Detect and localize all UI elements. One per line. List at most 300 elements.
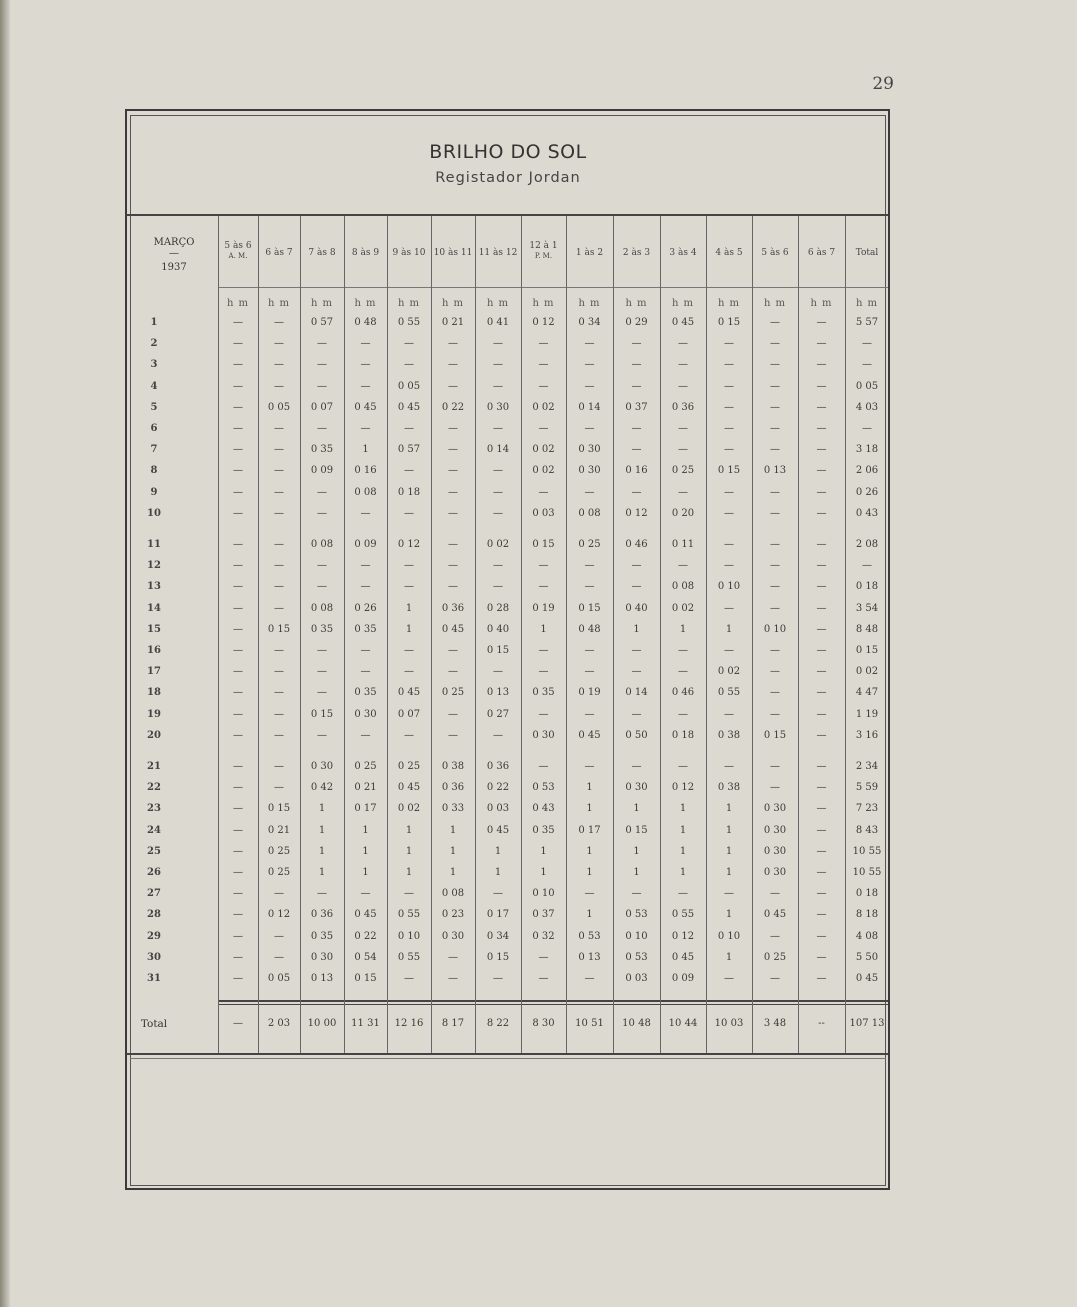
table-cell: 0 30 — [354, 708, 377, 720]
table-cell: — — [724, 401, 734, 413]
table-cell: — — [233, 708, 243, 720]
table-cell: — — [584, 973, 595, 984]
table-cell: 0 22 — [441, 401, 465, 413]
table-cell: 1 — [362, 824, 369, 836]
table-cell: 1 — [540, 623, 547, 635]
table-cell: 0 13 — [486, 687, 510, 699]
table-cell: 0 17 — [578, 824, 601, 836]
table-cell: — — [233, 338, 243, 350]
table-cell: — — [274, 888, 284, 900]
table-cell: 0 05 — [397, 380, 421, 392]
table-cell: 0 25 — [441, 687, 465, 699]
table-cell: 0 25 — [267, 867, 291, 878]
table-cell: — — [448, 973, 458, 984]
unit-label-h-m: h m — [441, 298, 465, 309]
table-cell: 0 28 — [486, 602, 510, 614]
column-header-label: 6 às 7 — [807, 248, 836, 258]
table-cell: — — [233, 486, 243, 498]
table-cell: 0 02 — [486, 539, 510, 550]
day-number: 1 — [150, 317, 158, 328]
table-cell: 0 17 — [354, 803, 377, 815]
column-header-label: 5 às 6 — [761, 248, 789, 258]
table-cell: — — [584, 761, 595, 772]
table-cell: — — [233, 973, 243, 984]
unit-label-h-m: h m — [578, 298, 601, 309]
table-cell: — — [360, 338, 371, 350]
column-header-period: P. M. — [534, 252, 553, 260]
table-cell: — — [317, 729, 327, 741]
column-header-label: 8 às 9 — [351, 248, 380, 258]
month-label: MARÇO — [153, 237, 195, 248]
row-total-cell: 5 59 — [855, 782, 879, 794]
table-cell: 0 26 — [354, 602, 377, 614]
month-dash: — — [169, 248, 179, 259]
day-number: 12 — [147, 560, 161, 572]
table-cell: — — [816, 380, 827, 392]
table-cell: — — [770, 401, 780, 413]
table-cell: — — [233, 729, 243, 741]
column-header — [344, 248, 387, 258]
table-cell: 0 12 — [397, 539, 421, 550]
table-cell: 0 30 — [310, 951, 334, 963]
table-cell: 0 20 — [671, 507, 695, 519]
table-cell: 0 46 — [625, 539, 648, 550]
table-cell: — — [448, 951, 458, 963]
table-cell: — — [770, 973, 780, 984]
table-cell: — — [274, 761, 284, 772]
table-cell: — — [816, 666, 827, 678]
table-cell: — — [724, 423, 734, 434]
table-cell: — — [816, 930, 827, 942]
table-cell: — — [678, 338, 688, 350]
table-cell: 0 46 — [671, 687, 695, 699]
column-header-label: Total — [855, 248, 879, 258]
table-cell: — — [816, 581, 827, 593]
table-cell: — — [631, 486, 642, 498]
day-number: 25 — [147, 845, 161, 857]
day-number: 4 — [150, 380, 158, 392]
column-header-label: 9 às 10 — [392, 248, 426, 258]
table-cell: 0 08 — [578, 507, 601, 519]
table-cell: 0 45 — [441, 623, 465, 635]
table-cell: 0 14 — [625, 687, 648, 699]
row-total-cell: 0 02 — [855, 666, 879, 678]
day-number: 20 — [147, 729, 161, 741]
table-bottom-rule-2 — [130, 1058, 886, 1059]
table-cell: 1 — [405, 602, 413, 614]
table-cell: — — [274, 423, 284, 434]
unit-label-h-m: h m — [354, 298, 377, 309]
table-cell: 1 — [362, 845, 369, 857]
table-cell: 0 30 — [763, 867, 787, 878]
column-header — [521, 241, 566, 261]
column-header-label: 5 às 6 — [224, 241, 252, 251]
column-header — [752, 248, 798, 258]
table-cell: — — [584, 581, 595, 593]
table-cell: — — [360, 645, 371, 656]
column-header — [431, 248, 475, 258]
table-cell: 0 30 — [578, 465, 601, 477]
table-cell: 0 23 — [441, 909, 465, 921]
column-header-label: 12 à 1 — [529, 241, 558, 251]
table-cell: — — [770, 338, 780, 350]
unit-label-h-m: h m — [226, 298, 250, 309]
table-cell: — — [631, 380, 642, 392]
table-cell: — — [538, 423, 549, 434]
table-cell: 0 12 — [532, 317, 555, 328]
table-cell: — — [816, 317, 827, 328]
table-cell: — — [233, 581, 243, 593]
table-cell: 0 30 — [532, 729, 555, 741]
table-cell: 1 — [362, 867, 369, 878]
table-cell: — — [233, 782, 243, 794]
column-header — [845, 248, 889, 258]
day-number: 21 — [147, 761, 161, 772]
table-cell: — — [678, 888, 688, 900]
table-cell: — — [317, 486, 327, 498]
table-cell: 0 02 — [532, 444, 555, 456]
table-cell: 0 15 — [717, 465, 741, 477]
table-cell: 0 36 — [310, 909, 334, 921]
table-cell: 0 55 — [397, 951, 421, 963]
row-total-cell: 0 43 — [855, 507, 879, 519]
table-cell: — — [233, 359, 243, 371]
totals-rule-2 — [218, 1004, 888, 1005]
day-number: 9 — [150, 486, 158, 498]
table-cell: 1 — [679, 824, 687, 836]
table-cell: — — [233, 951, 243, 963]
table-cell: — — [816, 708, 827, 720]
day-number: 18 — [147, 687, 161, 699]
table-cell: — — [724, 560, 734, 572]
total-cell: 10 03 — [714, 1018, 744, 1029]
table-cell: — — [816, 623, 827, 635]
table-cell: — — [448, 729, 458, 741]
row-total-cell: 0 18 — [855, 888, 879, 900]
table-cell: — — [724, 761, 734, 772]
table-cell: 0 45 — [486, 824, 510, 836]
table-cell: — — [360, 581, 371, 593]
table-cell: 1 — [449, 824, 457, 836]
totals-row-label: Total — [140, 1018, 168, 1030]
table-cell: — — [584, 359, 595, 371]
day-number: 11 — [147, 539, 161, 550]
table-cell: — — [404, 729, 414, 741]
column-header-label: 3 às 4 — [669, 248, 697, 258]
table-cell: — — [233, 560, 243, 572]
table-cell: 1 — [586, 867, 593, 878]
table-cell: — — [770, 687, 780, 699]
table-cell: 1 — [725, 867, 733, 878]
table-cell: 1 — [405, 623, 413, 635]
page-number: 29 — [872, 74, 894, 94]
total-cell: 10 00 — [307, 1018, 337, 1029]
table-cell: 0 02 — [532, 465, 555, 477]
table-cell: 0 25 — [578, 539, 601, 550]
row-total-cell: 2 08 — [855, 539, 879, 550]
table-cell: 1 — [679, 623, 687, 635]
table-cell: — — [493, 359, 503, 371]
total-cell: 8 17 — [441, 1018, 465, 1029]
table-cell: — — [724, 380, 734, 392]
table-cell: 0 13 — [763, 465, 787, 477]
table-cell: — — [584, 560, 595, 572]
table-cell: — — [631, 645, 642, 656]
total-cell: 10 51 — [575, 1018, 604, 1029]
table-cell: — — [274, 359, 284, 371]
table-cell: 0 21 — [267, 824, 291, 836]
day-number: 30 — [147, 951, 161, 963]
table-cell: 0 02 — [671, 602, 695, 614]
table-cell: 1 — [679, 845, 687, 857]
table-cell: — — [678, 708, 688, 720]
table-cell: — — [448, 444, 458, 456]
table-cell: 0 36 — [441, 782, 465, 794]
table-cell: 0 19 — [532, 602, 555, 614]
table-cell: — — [584, 708, 595, 720]
column-header — [660, 248, 706, 258]
table-cell: 0 15 — [763, 729, 787, 741]
table-cell: 0 25 — [354, 761, 377, 772]
table-cell: 0 14 — [578, 401, 601, 413]
unit-label-h-m: h m — [855, 298, 879, 309]
table-cell: — — [816, 560, 827, 572]
table-cell: — — [360, 507, 371, 519]
table-cell: — — [233, 539, 243, 550]
table-cell: — — [404, 888, 414, 900]
table-cell: — — [233, 803, 243, 815]
table-cell: 0 17 — [486, 909, 510, 921]
table-cell: 0 09 — [310, 465, 334, 477]
table-cell: 0 53 — [578, 930, 601, 942]
table-cell: — — [274, 507, 284, 519]
table-cell: — — [233, 888, 243, 900]
table-cell: — — [631, 444, 642, 456]
column-header-label: 11 às 12 — [478, 248, 518, 258]
table-cell: — — [816, 539, 827, 550]
table-cell: 1 — [540, 867, 547, 878]
table-cell: 1 — [449, 867, 457, 878]
row-total-cell: 3 54 — [855, 602, 879, 614]
table-cell: — — [816, 444, 827, 456]
table-cell: — — [448, 423, 458, 434]
unit-label-h-m: h m — [397, 298, 421, 309]
table-cell: — — [448, 539, 458, 550]
table-cell: — — [678, 761, 688, 772]
table-cell: 0 45 — [671, 951, 695, 963]
table-cell: — — [274, 729, 284, 741]
table-cell: — — [274, 782, 284, 794]
table-cell: 0 35 — [310, 623, 334, 635]
table-cell: — — [538, 973, 549, 984]
table-cell: 0 08 — [310, 539, 334, 550]
row-total-cell: — — [862, 359, 872, 371]
table-cell: — — [816, 803, 827, 815]
table-cell: — — [584, 645, 595, 656]
table-cell: 0 42 — [310, 782, 334, 794]
table-cell: — — [770, 888, 780, 900]
table-cell: 0 10 — [625, 930, 648, 942]
table-cell: 0 15 — [578, 602, 601, 614]
table-cell: 0 05 — [267, 973, 291, 984]
column-header — [798, 248, 845, 258]
table-cell: — — [448, 338, 458, 350]
row-total-cell: 10 55 — [852, 867, 882, 878]
table-cell: — — [360, 666, 371, 678]
table-cell: — — [724, 539, 734, 550]
row-total-cell: 2 34 — [855, 761, 879, 772]
table-cell: — — [724, 486, 734, 498]
total-cell: 3 48 — [763, 1018, 787, 1029]
table-cell: 1 — [725, 623, 733, 635]
table-cell: 0 45 — [397, 782, 421, 794]
table-cell: — — [816, 486, 827, 498]
table-cell: — — [584, 380, 595, 392]
table-cell: — — [317, 666, 327, 678]
table-cell: — — [631, 666, 642, 678]
day-number: 29 — [147, 930, 161, 942]
table-cell: — — [274, 930, 284, 942]
table-cell: — — [816, 401, 827, 413]
table-cell: 0 15 — [267, 623, 291, 635]
row-total-cell: 7 23 — [855, 803, 879, 815]
table-cell: 0 53 — [625, 951, 648, 963]
table-cell: 0 48 — [354, 317, 377, 328]
table-cell: 1 — [318, 845, 326, 857]
table-cell: 0 15 — [354, 973, 377, 984]
table-cell: — — [233, 401, 243, 413]
table-cell: — — [233, 380, 243, 392]
table-cell: 0 10 — [717, 581, 741, 593]
table-cell: — — [724, 507, 734, 519]
table-cell: 0 15 — [486, 645, 510, 656]
row-total-cell: 0 45 — [855, 973, 879, 984]
table-cell: — — [724, 708, 734, 720]
table-cell: — — [448, 380, 458, 392]
table-cell: 1 — [405, 867, 413, 878]
table-cell: 1 — [679, 867, 687, 878]
table-cell: — — [538, 359, 549, 371]
table-cell: — — [770, 761, 780, 772]
column-header-period: A. M. — [228, 252, 248, 260]
table-cell: — — [678, 423, 688, 434]
column-header — [475, 248, 521, 258]
table-cell: — — [317, 560, 327, 572]
table-cell: — — [631, 708, 642, 720]
day-number: 6 — [150, 423, 158, 434]
day-number: 27 — [147, 888, 161, 900]
row-total-cell: 8 18 — [855, 909, 879, 921]
table-cell: 0 08 — [441, 888, 465, 900]
table-cell: — — [631, 359, 642, 371]
table-cell: — — [404, 581, 414, 593]
table-cell: 0 35 — [310, 930, 334, 942]
table-cell: 0 55 — [717, 687, 741, 699]
total-cell: -- — [818, 1018, 825, 1029]
table-cell: 0 38 — [717, 729, 741, 741]
table-cell: — — [360, 380, 371, 392]
table-cell: 0 34 — [578, 317, 601, 328]
table-cell: 0 12 — [625, 507, 648, 519]
table-cell: — — [274, 602, 284, 614]
table-cell: — — [770, 444, 780, 456]
table-cell: 0 12 — [671, 930, 695, 942]
column-header — [300, 248, 344, 258]
table-cell: — — [493, 465, 503, 477]
table-cell: — — [448, 507, 458, 519]
unit-label-h-m: h m — [810, 298, 833, 309]
table-cell: — — [631, 423, 642, 434]
table-cell: — — [233, 666, 243, 678]
table-cell: — — [404, 465, 414, 477]
table-cell: — — [538, 380, 549, 392]
table-cell: — — [404, 560, 414, 572]
table-cell: — — [233, 761, 243, 772]
table-cell: — — [724, 645, 734, 656]
header-rule-bottom — [218, 287, 888, 288]
table-cell: 1 — [725, 845, 733, 857]
totals-rule-1 — [218, 1000, 888, 1002]
table-cell: — — [816, 423, 827, 434]
table-cell: — — [538, 666, 549, 678]
table-cell: — — [584, 666, 595, 678]
table-cell: — — [233, 824, 243, 836]
table-cell: — — [678, 666, 688, 678]
table-cell: — — [493, 507, 503, 519]
table-cell: — — [724, 888, 734, 900]
table-cell: 0 27 — [486, 708, 510, 720]
row-total-cell: 4 08 — [855, 930, 879, 942]
table-cell: — — [448, 359, 458, 371]
table-cell: 1 — [405, 824, 413, 836]
table-cell: — — [233, 845, 243, 857]
page-title: BRILHO DO SOL — [429, 141, 587, 163]
day-number: 10 — [147, 507, 161, 519]
table-cell: — — [274, 338, 284, 350]
table-cell: — — [493, 423, 503, 434]
table-cell: 0 36 — [486, 761, 510, 772]
table-cell: — — [770, 539, 780, 550]
table-cell: 0 36 — [441, 602, 465, 614]
table-cell: — — [724, 973, 734, 984]
table-cell: 0 32 — [532, 930, 555, 942]
table-cell: 1 — [633, 867, 640, 878]
column-header-label: 6 às 7 — [265, 248, 293, 258]
table-cell: — — [816, 645, 827, 656]
table-cell: — — [404, 338, 414, 350]
table-cell: — — [233, 909, 243, 921]
table-cell: — — [584, 338, 595, 350]
table-cell: — — [631, 888, 642, 900]
table-cell: 0 35 — [354, 623, 377, 635]
day-number: 16 — [147, 645, 161, 656]
table-cell: 0 15 — [717, 317, 741, 328]
table-cell: — — [317, 645, 327, 656]
table-cell: 1 — [494, 845, 502, 857]
table-cell: 0 53 — [532, 782, 555, 794]
table-cell: 0 08 — [671, 581, 695, 593]
table-cell: — — [360, 359, 371, 371]
table-cell: 0 35 — [310, 444, 334, 456]
table-cell: — — [233, 645, 243, 656]
day-number: 7 — [150, 444, 158, 456]
table-cell: 0 03 — [625, 973, 648, 984]
table-cell: — — [274, 951, 284, 963]
column-header — [613, 248, 660, 258]
table-cell: 1 — [540, 845, 547, 857]
table-cell: — — [770, 581, 780, 593]
table-cell: — — [770, 708, 780, 720]
